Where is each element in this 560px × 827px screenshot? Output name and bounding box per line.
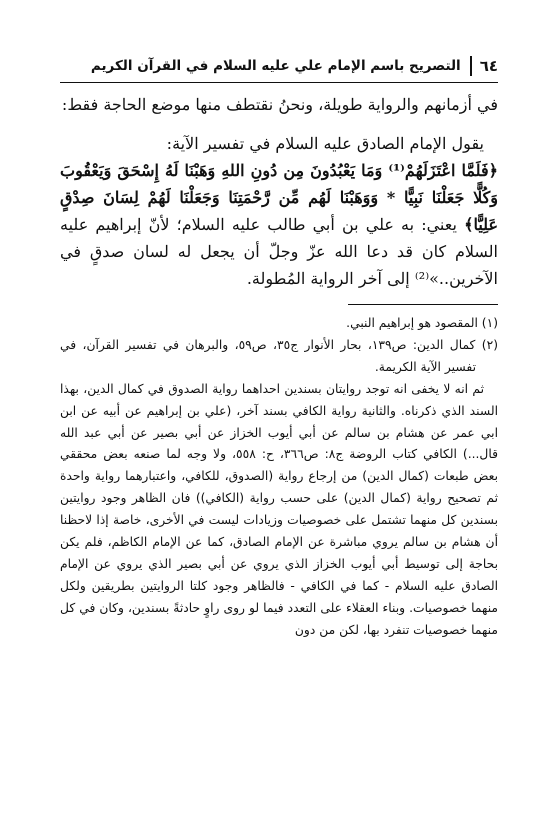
footnote-rule — [348, 304, 498, 305]
paragraph-continuation: في أزمانهم والرواية طويلة، ونحنُ نقتطف منها موضع الحاجة فقط: — [61, 95, 498, 114]
footnote-1: (١) المقصود هو إبراهيم النبي. — [346, 316, 498, 330]
commentary-text: يعني: به علي بن أبي طالب عليه السلام؛ لأنّ إبراهيم عليه السلام كان قد دعا الله عزّ وجلّ أن يجعل له لسان صدقٍ في الآخرين..»⁽²⁾ إلى آخر الرواية المُطولة. — [60, 215, 498, 288]
footnote-2-body: ثم انه لا يخفى انه توجد روايتان بسندين احداهما رواية الصدوق في كمال الدين، بهذا السند الذي ذكرناه. والثانية رواية الكافي بسند آخر، (علي بن إبراهيم عن أبيه عن ابن ابي عمر عن هشام بن سالم عن أبي أيوب الخزاز عن أبي بصير عن أبي عبد الله قال...) الكافي كتاب الروضة ج٨: ص٣٦٦، ح: ٥٥٨، ولا وجه لما صنعه بعض محققي بعض طبعات (كمال الدين) من إرجاع رواية (الصدوق، للكافي، واعتبارهما رواية واحدة ثم تصحيح رواية (كمال الدين) على حسب رواية (الكافي)) فان الظاهر وجود روايتين بسندين كل منهما تشتمل على خصوصيات وزيادات ليست في الأخرى، خاصة إذا لاحظنا أن هشام بن سالم يروي مباشرة عن الإمام الصادق، كما عن الإمام الكاظم، فلم يكن بحاجة إلى توسيط أبي أيوب الخزاز الذي يروي عن أبي بصير الذي يروي عن الإمام الصادق عليه السلام - كما في الكافي - فالظاهر وجود كلتا الروايتين بطريقين ولكل منهما خصوصيات. وبناء العقلاء على التعدد فيما لو روى راوٍ حادثةً بسندين، وكان في كل منهما خصوصيات تنفرد بها، لكن من دون — [60, 381, 498, 637]
book-page — [60, 54, 498, 824]
footnotes — [60, 313, 498, 642]
paragraph-intro: يقول الإمام الصادق عليه السلام في تفسير الآية: — [166, 134, 484, 153]
running-header — [60, 54, 498, 78]
quran-verse: ﴿فَلَمَّا اعْتَزَلَهُمْ⁽¹⁾ وَمَا يَعْبُدُونَ مِن دُونِ اللهِ وَهَبْنَا لَهُ إِسْحَقَ وَيَعْقُوبَ وَكُلًّا جَعَلْنَا نَبِيًّا * وَوَهَبْنَا لَهُم مِّن رَّحْمَتِنَا وَجَعَلْنَا لَهُمْ لِسَانَ صِدْقٍ عَلِيًّا﴾ — [60, 161, 499, 234]
page-number: ٦٤ — [479, 57, 498, 75]
footnote-2: (٢) كمال الدين: ص١٣٩، بحار الأنوار ج٣٥، ص٥٩، والبرهان في تفسير القرآن، في تفسير الآية الكريمة. — [60, 337, 498, 374]
header-separator — [470, 56, 472, 76]
quran-paragraph — [60, 157, 498, 292]
header-rule — [60, 82, 498, 83]
main-text — [60, 91, 498, 292]
running-title: التصريح باسم الإمام علي عليه السلام في القرآن الكريم — [90, 58, 461, 74]
